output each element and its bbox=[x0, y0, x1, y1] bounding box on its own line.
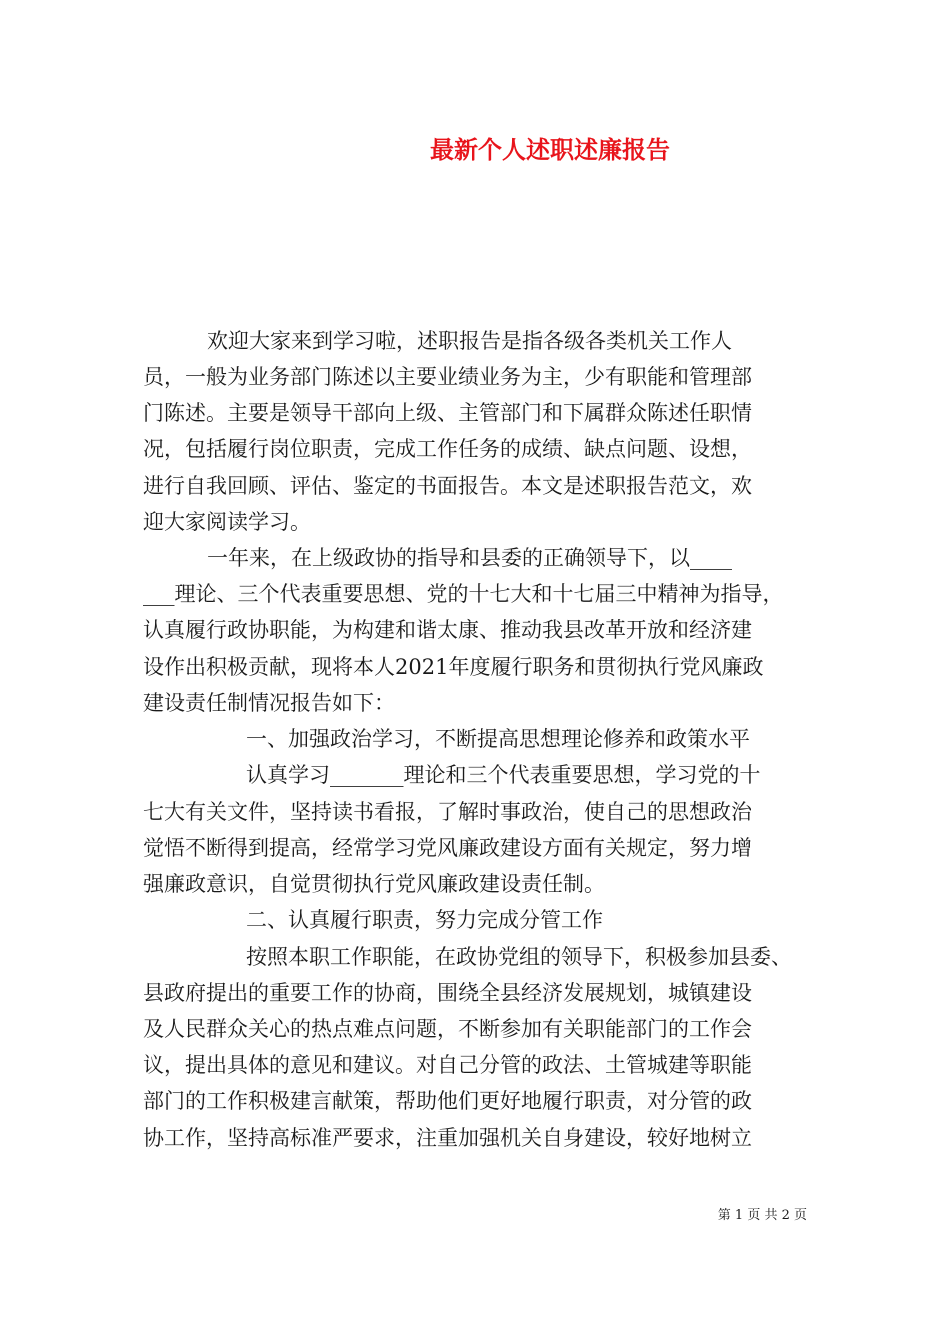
paragraph-line: 觉悟不断得到提高，经常学习党风廉政建设方面有关规定，努力增 bbox=[143, 836, 752, 860]
paragraph-line: ___理论、三个代表重要思想、党的十七大和十七届三中精神为指导， bbox=[143, 582, 784, 606]
paragraph-line: 协工作，坚持高标准严要求，注重加强机关自身建设，较好地树立 bbox=[143, 1126, 752, 1150]
paragraph-line: 况，包括履行岗位职责，完成工作任务的成绩、缺点问题、设想， bbox=[143, 437, 752, 461]
paragraph-line: 强廉政意识，自觉贯彻执行党风廉政建设责任制。 bbox=[143, 872, 605, 896]
paragraph-line: 七大有关文件，坚持读书看报，了解时事政治，使自己的思想政治 bbox=[143, 800, 752, 824]
paragraph-line: 进行自我回顾、评估、鉴定的书面报告。本文是述职报告范文，欢 bbox=[143, 474, 752, 498]
section-heading: 一、加强政治学习，不断提高思想理论修养和政策水平 bbox=[246, 727, 750, 751]
paragraph-line: 部门的工作积极建言献策，帮助他们更好地履行职责，对分管的政 bbox=[143, 1089, 752, 1113]
page-number-footer: 第 1 页 共 2 页 bbox=[717, 1208, 807, 1223]
paragraph-line: 门陈述。主要是领导干部向上级、主管部门和下属群众陈述任职情 bbox=[143, 401, 752, 425]
paragraph-line: 按照本职工作职能，在政协党组的领导下，积极参加县委、 bbox=[246, 945, 792, 969]
paragraph-line: 认真履行政协职能，为构建和谐太康、推动我县改革开放和经济建 bbox=[143, 618, 752, 642]
section-heading: 二、认真履行职责，努力完成分管工作 bbox=[246, 908, 603, 932]
paragraph-line: 及人民群众关心的热点难点问题，不断参加有关职能部门的工作会 bbox=[143, 1017, 752, 1041]
paragraph-line: 认真学习_______理论和三个代表重要思想，学习党的十 bbox=[246, 763, 761, 787]
paragraph-line: 议，提出具体的意见和建议。对自己分管的政法、土管城建等职能 bbox=[143, 1053, 752, 1077]
paragraph-line: 一年来，在上级政协的指导和县委的正确领导下，以____ bbox=[207, 546, 732, 570]
paragraph-line: 员，一般为业务部门陈述以主要业绩业务为主，少有职能和管理部 bbox=[143, 365, 752, 389]
paragraph-line: 建设责任制情况报告如下： bbox=[143, 691, 395, 715]
paragraph-line: 欢迎大家来到学习啦，述职报告是指各级各类机关工作人 bbox=[207, 329, 732, 353]
document-title: 最新个人述职述廉报告 bbox=[430, 135, 670, 164]
paragraph-line: 县政府提出的重要工作的协商，围绕全县经济发展规划，城镇建设 bbox=[143, 981, 752, 1005]
paragraph-line: 迎大家阅读学习。 bbox=[143, 510, 311, 534]
paragraph-line: 设作出积极贡献，现将本人2021年度履行职务和贯彻执行党风廉政 bbox=[143, 655, 764, 679]
